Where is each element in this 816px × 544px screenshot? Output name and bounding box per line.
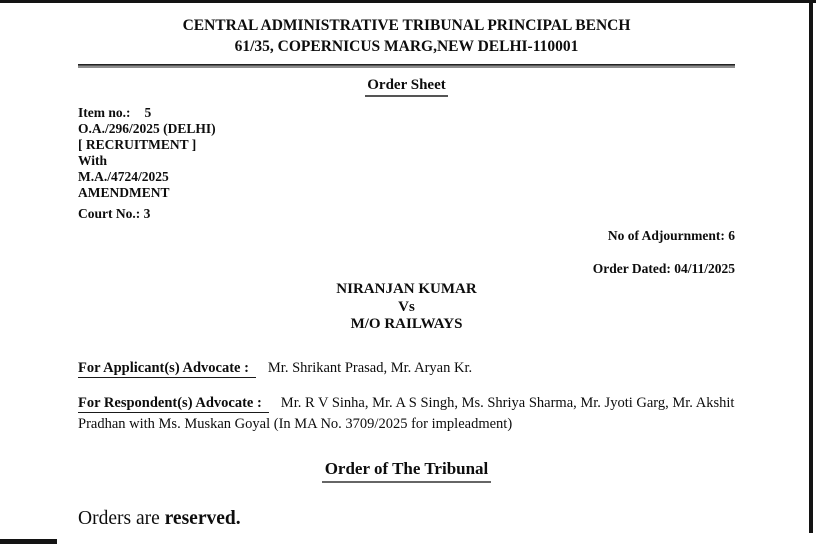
item-number-line: [78, 105, 735, 121]
item-number-value: 5: [144, 105, 152, 120]
sheet-title-row: [78, 76, 735, 97]
order-date: Order Dated: 04/11/2025: [592, 261, 735, 276]
ma-number: M.A./4724/2025: [78, 169, 169, 184]
order-heading: Order of The Tribunal: [322, 459, 492, 483]
order-heading-row: [78, 459, 735, 483]
header-divider: [78, 64, 735, 68]
item-number-label: Item no.:: [78, 105, 131, 120]
page-border-bottom-left: [0, 539, 57, 544]
respondent-advocate-names: Mr. R V Sinha, Mr. A S Singh, Ms. Shriya Sharma, Mr. Jyoti Garg, Mr. Akshit Pradhan with Ms. Muskan Goyal (In MA No. 3709/2025 for impleadment): [78, 394, 735, 432]
case-details-block: [78, 105, 735, 222]
respondent-advocate-line: [78, 393, 735, 435]
sheet-title: Order Sheet: [365, 77, 447, 97]
applicant-advocate-line: [78, 360, 735, 377]
applicant-name: NIRANJAN KUMAR: [336, 281, 477, 297]
order-body: [78, 508, 735, 530]
case-number: O.A./296/2025 (DELHI): [78, 121, 216, 136]
page-border-top: [0, 0, 816, 3]
respondent-name: M/O RAILWAYS: [350, 316, 463, 332]
ma-type: AMENDMENT: [78, 185, 170, 200]
page-border-right: [809, 0, 813, 533]
with-label: With: [78, 153, 108, 168]
court-number: Court No.: 3: [78, 206, 151, 221]
tribunal-address: 61/35, COPERNICUS MARG,NEW DELHI-110001: [234, 38, 579, 55]
order-body-prefix: Orders are: [78, 507, 165, 529]
respondent-advocate-label: For Respondent(s) Advocate :: [78, 395, 269, 413]
tribunal-name: CENTRAL ADMINISTRATIVE TRIBUNAL PRINCIPAL BENCH: [182, 17, 631, 34]
tribunal-header: [78, 15, 735, 57]
order-body-emphasis: reserved.: [164, 507, 241, 529]
applicant-advocate-label: For Applicant(s) Advocate :: [78, 360, 256, 378]
parties-block: [78, 281, 735, 334]
applicant-advocate-names: Mr. Shrikant Prasad, Mr. Aryan Kr.: [267, 359, 473, 376]
versus-label: Vs: [398, 298, 415, 315]
adjournment-count: No of Adjournment: 6: [607, 228, 735, 243]
case-category: [ RECRUITMENT ]: [78, 137, 197, 152]
